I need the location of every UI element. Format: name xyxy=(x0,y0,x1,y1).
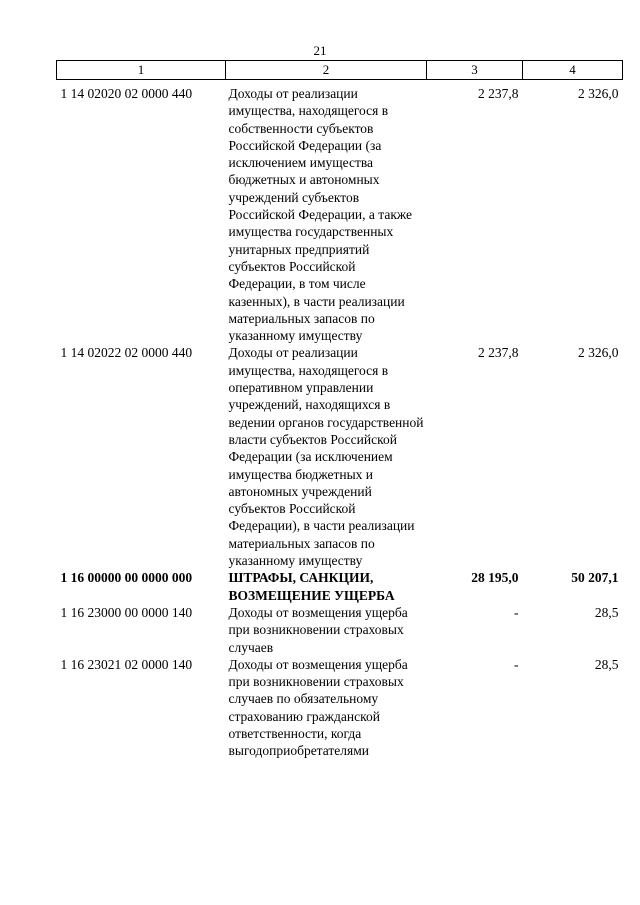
row-name: Доходы от возмещения ущерба при возникновении страховых случаев по обязательному страхованию гражданской ответственности, когда выгодоприобретателями xyxy=(228,656,408,759)
header-col-3: 3 xyxy=(427,61,523,80)
row-value-col3: 2 237,8 xyxy=(478,345,519,361)
row-value-col4: 28,5 xyxy=(594,656,619,672)
table-row xyxy=(57,656,623,760)
row-value-col3: 28 195,0 xyxy=(471,570,519,586)
row-code: 1 14 02022 02 0000 440 xyxy=(60,345,193,361)
page-number: 21 xyxy=(313,43,327,58)
budget-table xyxy=(56,60,623,760)
table-row xyxy=(57,80,623,345)
row-value-col4: 2 326,0 xyxy=(578,345,619,361)
row-code: 1 16 23000 00 0000 140 xyxy=(60,604,193,620)
row-code: 1 16 00000 00 0000 000 xyxy=(60,570,193,586)
row-name: Доходы от реализации имущества, находящегося в собственности субъектов Российской Федерации (за исключением имущества бюджетных и автономных учреждений субъектов Российской Федерации, а также имущества государственных унитарных предприятий субъектов Российской Федерации, в том числе казенных), в части реализации материальных запасов по указанному имуществу xyxy=(228,86,413,344)
row-value-col3: 2 237,8 xyxy=(478,86,519,101)
row-name: Доходы от реализации имущества, находящегося в оперативном управлении учреждений, находящихся в ведении органов государственной власти субъектов Российской Федерации (за исключением имущества бюджетных и автономных учреждений субъектов Российской Федерации), в части реализации материальных запасов по указанному имуществу xyxy=(228,345,424,569)
table-row xyxy=(57,344,623,569)
header-col-1: 1 xyxy=(57,61,226,80)
row-value-col3: - xyxy=(514,656,519,672)
row-value-col4: 50 207,1 xyxy=(571,570,619,586)
row-value-col3: - xyxy=(514,604,519,620)
table-header-row xyxy=(57,61,623,80)
header-col-4: 4 xyxy=(523,61,623,80)
row-name: Доходы от возмещения ущерба при возникновении страховых случаев xyxy=(228,604,408,655)
row-value-col4: 2 326,0 xyxy=(578,86,619,101)
row-code: 1 16 23021 02 0000 140 xyxy=(60,656,193,672)
header-col-2: 2 xyxy=(226,61,427,80)
table-row xyxy=(57,604,623,656)
table-row-section-total xyxy=(57,569,623,604)
row-code: 1 14 02020 02 0000 440 xyxy=(60,86,193,101)
row-value-col4: 28,5 xyxy=(594,604,619,620)
row-name: ШТРАФЫ, САНКЦИИ, ВОЗМЕЩЕНИЕ УЩЕРБА xyxy=(228,570,395,603)
